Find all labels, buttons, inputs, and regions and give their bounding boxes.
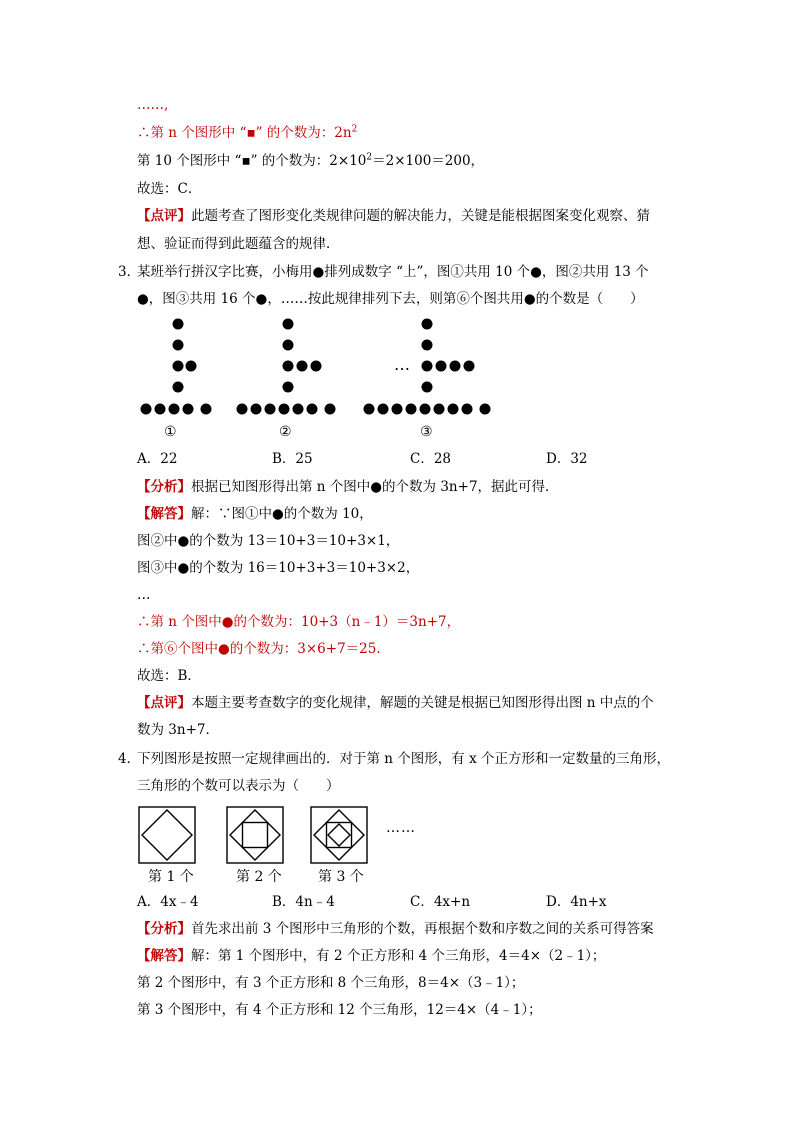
- choice-line: 故选：C．: [137, 181, 202, 197]
- question-3-text-2: ●，图③共用 16 个●，……按此规律排列下去，则第⑥个图共用●的个数是（ ）: [137, 291, 644, 307]
- calc-text-a: 第 10 个图形中 “▪” 的个数为：2×10: [137, 153, 367, 169]
- analysis-text: 根据已知图形得出第 n 个图中●的个数为 3n+7，据此可得．: [191, 479, 559, 495]
- figure-1-dots: [141, 319, 212, 415]
- question-3-option-b: B．25: [272, 451, 313, 467]
- question-4-text-1: 下列图形是按照一定规律画出的．对于第 n 个图形，有 x 个正方形和一定数量的三角形，: [137, 751, 670, 767]
- question-3-option-d: D．32: [546, 451, 588, 467]
- figure-label-3: ③: [420, 424, 433, 440]
- question-4-option-c: C．4x+n: [410, 894, 471, 910]
- analysis-tag: 【分析】: [137, 921, 191, 937]
- question-3-comment-2: 数为 3n+7．: [137, 722, 219, 738]
- question-3-figures: [130, 310, 530, 420]
- question-3-answer-6: ∴第⑥个图中●的个数为：3×6+7＝25．: [137, 641, 390, 657]
- question-4-figures: [138, 806, 398, 866]
- figure-3-squares: [311, 807, 367, 863]
- answer-text: 解：第 1 个图形中，有 2 个正方形和 4 个三角形，4＝4×（2﹣1）；: [191, 948, 606, 964]
- question-3-answer-5: ∴第 n 个图中●的个数为：10+3（n﹣1）＝3n+7，: [137, 614, 461, 630]
- comment-tag: 【点评】: [137, 208, 191, 224]
- comment-line-1: [137, 207, 650, 225]
- answer-tag: 【解答】: [137, 948, 191, 964]
- question-4-number: 4．: [118, 751, 141, 767]
- question-3-answer-1: [137, 505, 373, 523]
- question-3-option-c: C．28: [410, 451, 452, 467]
- answer-text: 解：∵图①中●的个数为 10，: [191, 506, 373, 522]
- figure-label-2: 第 2 个: [236, 869, 282, 885]
- figure-label-1: 第 1 个: [148, 869, 194, 885]
- question-3-answer-7: 故选：B．: [137, 668, 201, 684]
- question-4-option-d: D．4n+x: [546, 894, 607, 910]
- ellipsis-line: ……,: [137, 97, 169, 113]
- comment-text: 此题考查了图形变化类规律问题的解决能力，关键是能根据图案变化观察、猜: [191, 208, 650, 224]
- question-4-answer-3: 第 3 个图形中，有 4 个正方形和 12 个三角形，12＝4×（4﹣1）；: [137, 1002, 542, 1018]
- calc-text-b: ＝2×100＝200，: [372, 153, 485, 169]
- figure-1-squares: [139, 807, 195, 863]
- question-3-number: 3．: [118, 264, 141, 280]
- question-4-answer-2: 第 2 个图形中，有 3 个正方形和 8 个三角形，8＝4×（3﹣1）；: [137, 975, 525, 991]
- question-4-figure-ellipsis: ……: [386, 820, 416, 836]
- question-3-answer-3: 图③中●的个数为 16＝10+3+3＝10+3×2，: [137, 560, 420, 576]
- formula-exponent: 2: [351, 124, 358, 135]
- figure-2-squares: [227, 807, 283, 863]
- figure-label-1: ①: [164, 424, 177, 440]
- question-4-analysis: [137, 920, 654, 938]
- question-3-option-a: A．22: [137, 451, 178, 467]
- figure-label-3: 第 3 个: [318, 869, 364, 885]
- question-3-comment-1: [137, 694, 654, 712]
- figure-3-dots: [364, 319, 491, 415]
- figure-label-2: ②: [279, 424, 292, 440]
- question-3-answer-4: …: [137, 587, 151, 603]
- question-4-text-2: 三角形的个数可以表示为（ ）: [137, 778, 340, 794]
- figure-2-dots: [237, 319, 336, 415]
- question-4-option-a: A．4x﹣4: [137, 894, 199, 910]
- question-3-text-1: 某班举行拼汉字比赛，小梅用●排列成数字 “上”，图①共用 10 个●，图②共用 13 个: [137, 264, 649, 280]
- question-4-option-b: B．4n﹣4: [272, 894, 335, 910]
- calc-exponent: 2: [366, 152, 373, 163]
- formula-line: [137, 124, 357, 142]
- comment-line-2: 想、验证而得到此题蕴含的规律．: [137, 236, 340, 252]
- calc-line: [137, 152, 484, 170]
- question-3-answer-2: 图②中●的个数为 13＝10+3＝10+3×1，: [137, 533, 400, 549]
- comment-tag: 【点评】: [137, 695, 191, 711]
- comment-text: 本题主要考查数字的变化规律，解题的关键是根据已知图形得出图 n 中点的个: [191, 695, 654, 711]
- analysis-tag: 【分析】: [137, 479, 191, 495]
- question-3-analysis: [137, 478, 559, 496]
- formula-text: ∴第 n 个图形中 “▪” 的个数为：2n: [137, 125, 352, 141]
- answer-tag: 【解答】: [137, 506, 191, 522]
- analysis-text: 首先求出前 3 个图形中三角形的个数，再根据个数和序数之间的关系可得答案: [191, 921, 654, 937]
- question-4-answer-1: [137, 947, 605, 965]
- question-3-figure-ellipsis: …: [394, 355, 410, 374]
